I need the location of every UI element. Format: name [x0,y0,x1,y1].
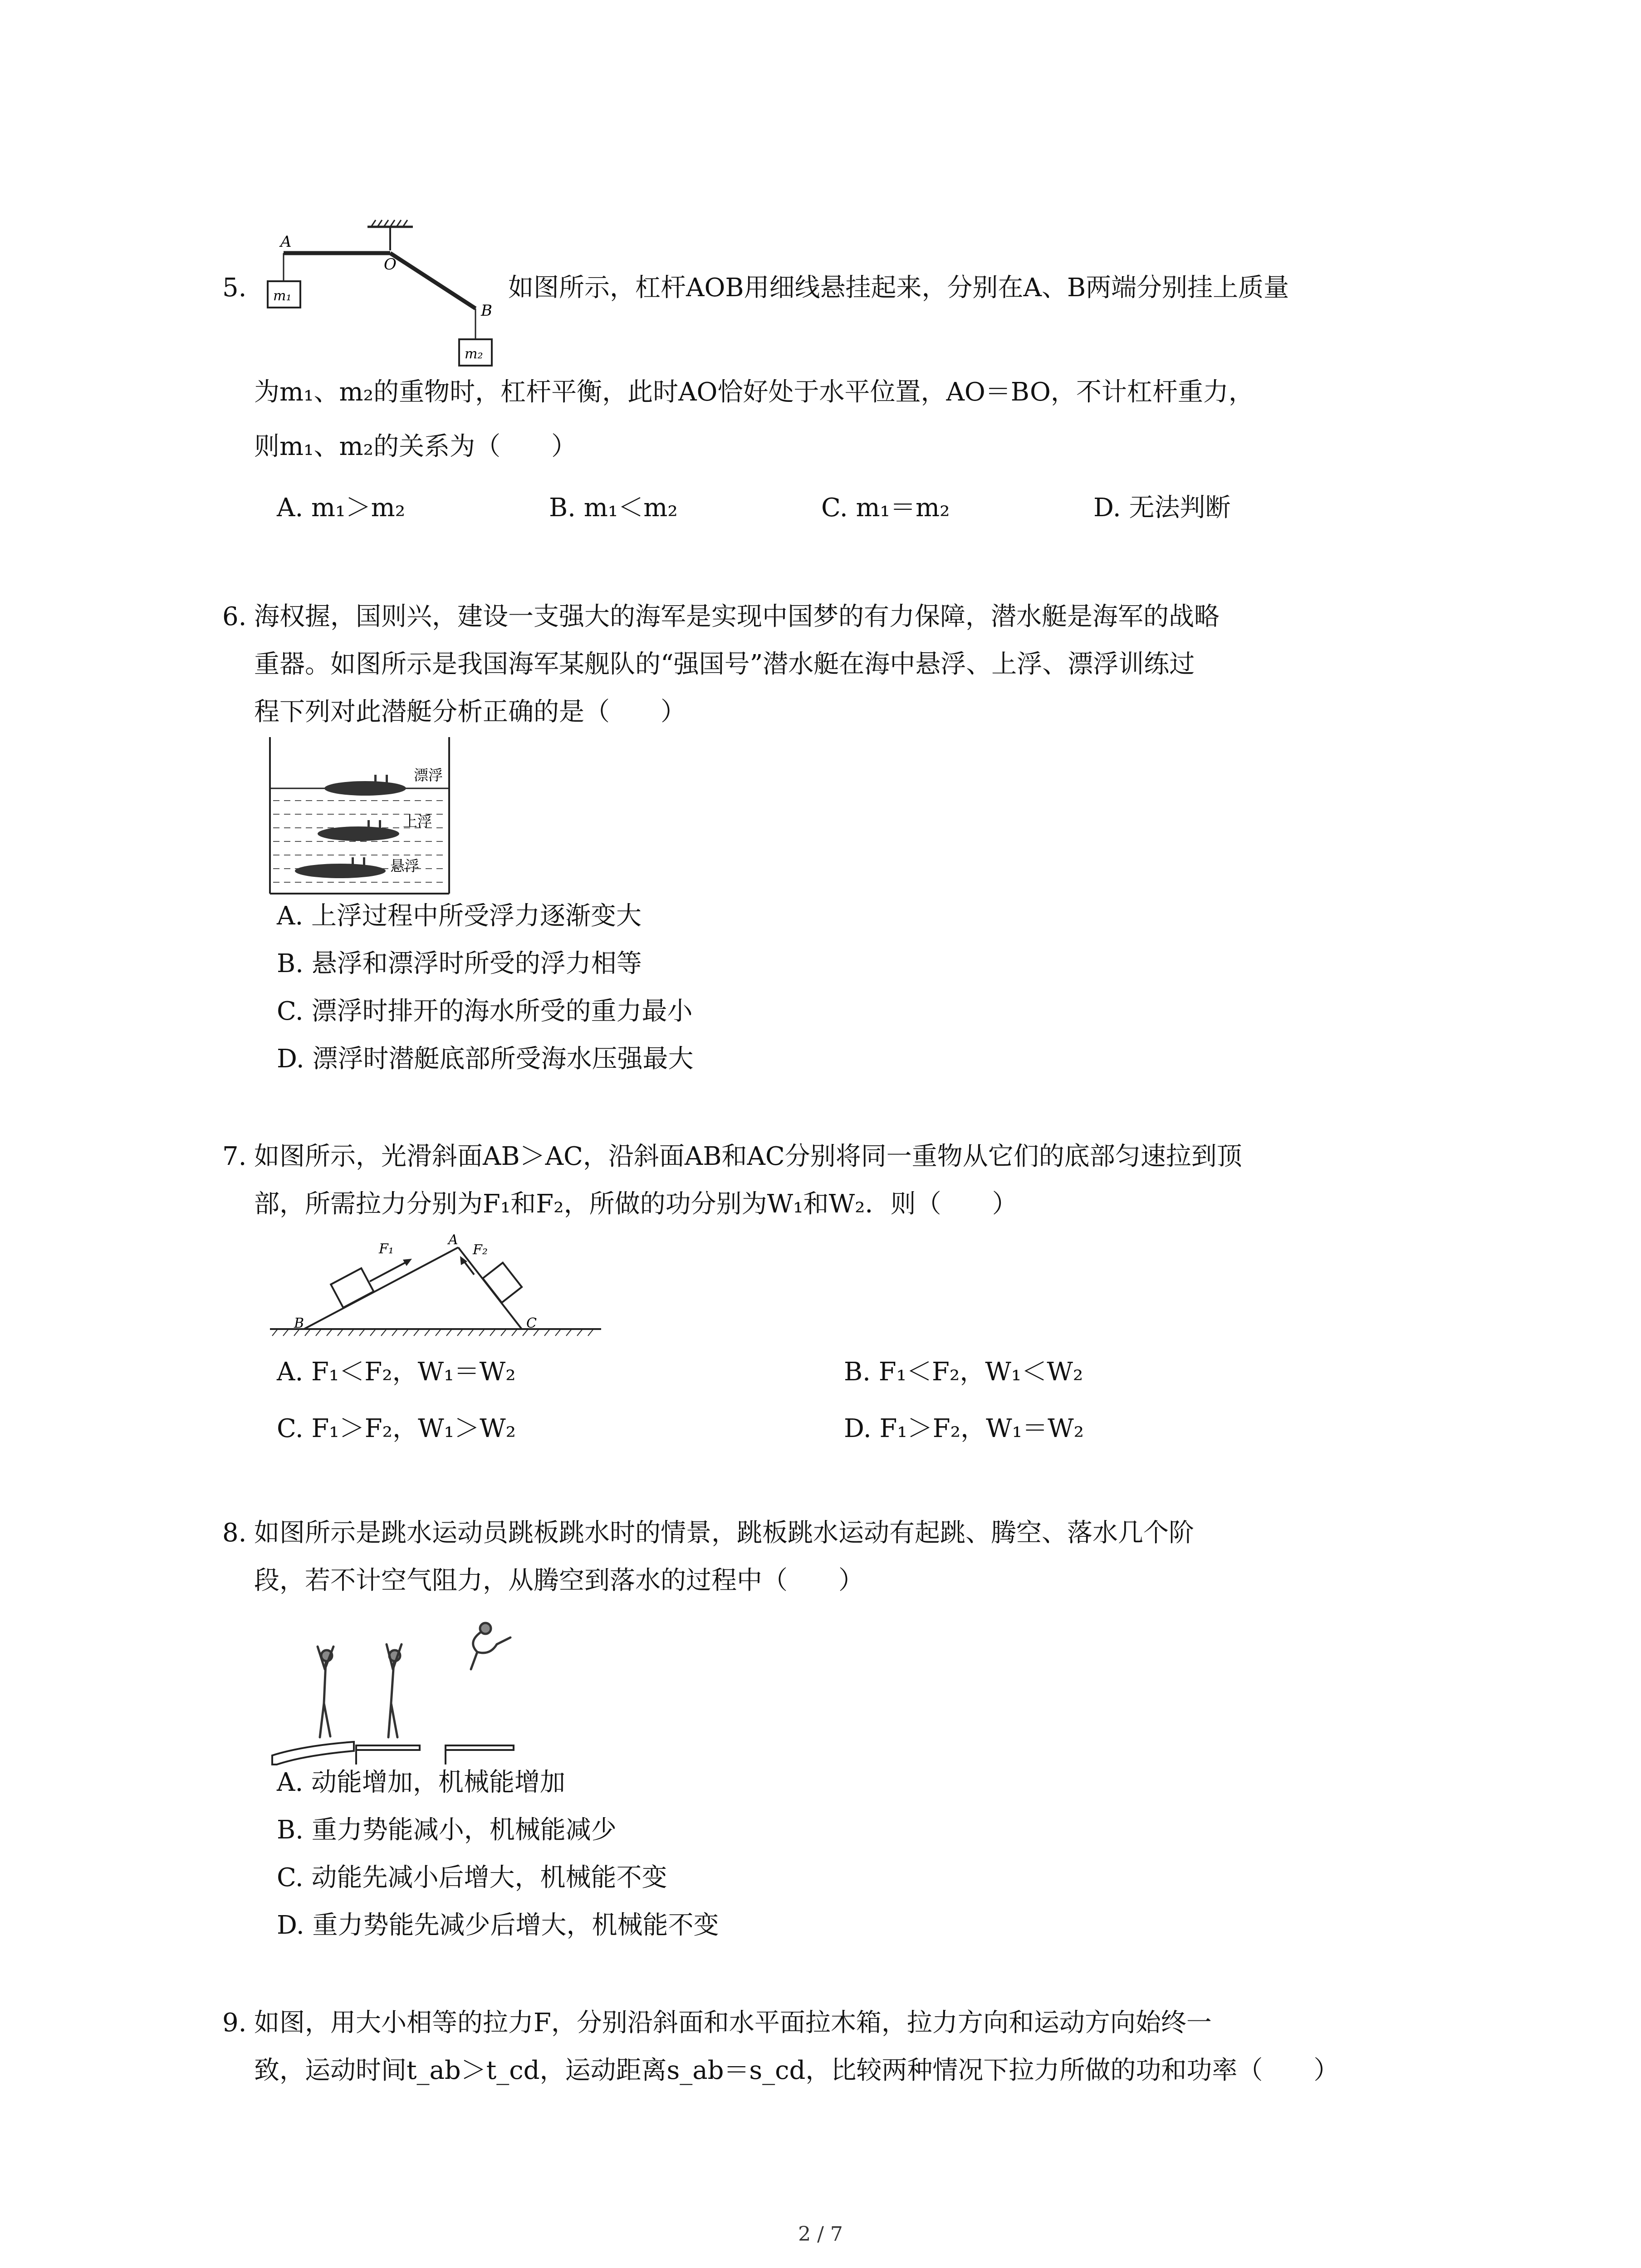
question-text-line: 部，所需拉力分别为F₁和F₂，所做的功分别为W₁和W₂．则（ ） [254,1189,1018,1219]
question-number: 5. [222,273,247,303]
question-text-line: 如图所示，杠杆AOB用细线悬挂起来，分别在A、B两端分别挂上质量 [508,273,1289,303]
option-d[interactable]: D. F₁＞F₂，W₁＝W₂ [844,1414,1084,1443]
option-a[interactable]: A. m₁＞m₂ [277,493,406,523]
label-b: B [481,302,492,320]
question-text-line: 为m₁、m₂的重物时，杠杆平衡，此时AO恰好处于水平位置，AO＝BO，不计杠杆重力， [254,377,1254,407]
label-o: O [384,255,397,274]
label-f1: F₁ [379,1241,394,1257]
submarine-figure [268,735,458,898]
option-b[interactable]: B. 重力势能减小，机械能减少 [277,1815,617,1845]
label-rise: 上浮 [403,813,432,830]
question-text-line: 程下列对此潜艇分析正确的是（ ） [254,697,686,727]
question-number: 7. [222,1142,247,1171]
question-text-line: 则m₁、m₂的关系为（ ） [254,432,577,461]
label-c: C [526,1315,537,1331]
option-d[interactable]: D. 无法判断 [1093,493,1231,523]
label-m2: m₂ [465,346,483,362]
question-text-line: 海权握，国则兴，建设一支强大的海军是实现中国梦的有力保障，潜水艇是海军的战略 [254,602,1220,631]
question-number: 9. [222,2008,247,2038]
lever-figure [263,213,517,376]
option-a[interactable]: A. 动能增加，机械能增加 [277,1768,566,1797]
question-text-line: 致，运动时间t_ab＞t_cd，运动距离s_ab＝s_cd，比较两种情况下拉力所做的功和功率（ ） [254,2056,1339,2085]
question-text-line: 如图，用大小相等的拉力F，分别沿斜面和水平面拉木箱，拉力方向和运动方向始终一 [254,2008,1212,2038]
question-text-line: 如图所示，光滑斜面AB＞AC，沿斜面AB和AC分别将同一重物从它们的底部匀速拉到顶 [254,1142,1242,1171]
label-a: A [280,233,292,251]
label-b: B [294,1315,304,1331]
option-d[interactable]: D. 重力势能先减少后增大，机械能不变 [277,1911,719,1940]
option-c[interactable]: C. 漂浮时排开的海水所受的重力最小 [277,997,693,1026]
label-a: A [448,1232,458,1248]
option-a[interactable]: A. 上浮过程中所受浮力逐渐变大 [277,901,642,931]
incline-figure [268,1232,603,1345]
page-number: 2 / 7 [798,2223,843,2246]
question-text-line: 段，若不计空气阻力，从腾空到落水的过程中（ ） [254,1566,864,1595]
option-d[interactable]: D. 漂浮时潜艇底部所受海水压强最大 [277,1044,694,1074]
option-c[interactable]: C. F₁＞F₂，W₁＞W₂ [277,1414,516,1443]
diver-figure [268,1601,549,1769]
question-number: 6. [222,602,247,631]
question-text-line: 如图所示是跳水运动员跳板跳水时的情景，跳板跳水运动有起跳、腾空、落水几个阶 [254,1518,1194,1548]
label-float: 漂浮 [414,767,443,784]
label-f2: F₂ [473,1242,488,1258]
option-c[interactable]: C. m₁＝m₂ [821,493,950,523]
option-b[interactable]: B. m₁＜m₂ [549,493,678,523]
option-a[interactable]: A. F₁＜F₂，W₁＝W₂ [277,1357,516,1387]
label-suspend: 悬浮 [390,857,420,875]
question-text-line: 重器。如图所示是我国海军某舰队的“强国号”潜水艇在海中悬浮、上浮、漂浮训练过 [254,650,1195,679]
question-number: 8. [222,1518,247,1548]
label-m1: m₁ [273,288,292,304]
option-b[interactable]: B. F₁＜F₂，W₁＜W₂ [844,1357,1083,1387]
option-b[interactable]: B. 悬浮和漂浮时所受的浮力相等 [277,949,642,978]
option-c[interactable]: C. 动能先减小后增大，机械能不变 [277,1863,667,1892]
